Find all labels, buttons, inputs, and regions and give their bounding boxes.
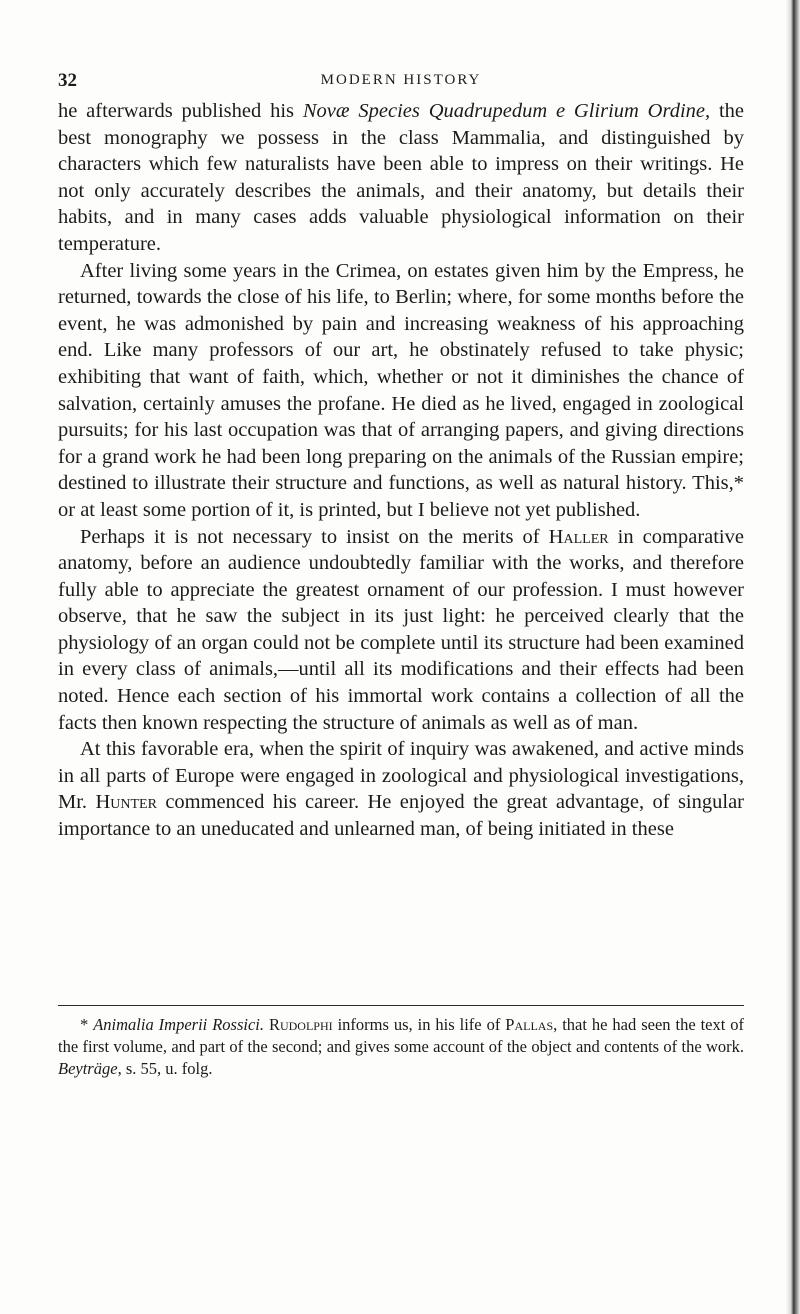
footnote-title: Animalia Imperii Rossici. [93,1015,264,1034]
text-run: commenced his career. He enjoyed the great advantage, of singular importance to an uneducated and unlearned man, of being initiated in these [58,791,744,841]
text-run: , that he had seen the text of the first volume, and part of the second; and gives some account of the object and contents of the work. [58,1015,745,1056]
book-spine-edge [786,0,800,1314]
name-haller: Haller [548,525,609,548]
text-run: informs us, in his life of [332,1015,506,1034]
text-run: in comparative anatomy, before an audience undoubtedly familiar with the works, and therefore fully able to appreciate the greatest ornament of our profession. I must however observe, that he saw the subject in its just light: he perceived clearly that the physiology of an organ could not be complete until its structure had been examined in every class of animals,—until all its modifications and their effects had been noted. Hence each section of his immortal work contains a collection of all the facts then known respecting the structure of animals as well as of man. [58,525,744,734]
page-number: 32 [58,70,77,91]
paragraph-pallas-death: After living some years in the Crimea, on estates given him by the Empress, he returned, towards the close of his life, to Berlin; where, for some months before the event, he was admonished by pain and increasing weakness of his approaching end. Like many professors of our art, he obstinately refused to take physic; exhibiting that want of faith, which, whether or not it diminishes the chance of salvation, certainly amuses the profane. He died as he lived, engaged in zoological pursuits; for his last occupation was that of arranging papers, and giving directions for a grand work he had been long preparing on the animals of the Russian empire; destined to illustrate their structure and functions, as well as natural history. This,* or at least some portion of it, is printed, but I believe not yet published. [58,259,744,521]
header-title: MODERN HISTORY [320,72,482,88]
text-run: the best monography we possess in the class Mammalia, and distinguished by characters which few naturalists have been able to impress on their writings. He not only accurately describes the animals, and their anatomy, but details their habits, and in many cases adds valuable physiological information on their temperature. [58,100,745,255]
running-head [58,70,744,94]
footnote-divider [58,1005,744,1006]
reference-title: Beyträge [58,1059,118,1078]
name-pallas: Pallas [505,1015,554,1034]
text-run: At this favorable era, when the spirit of inquiry was awakened, and active minds in all parts of Europe were engaged in zoological and physiological investigations, Mr. [58,738,744,814]
name-hunter: Hunter [95,791,157,814]
body-text [58,98,744,843]
paragraph-hunter [58,736,744,842]
text-run: Perhaps it is not necessary to insist on the merits of [80,525,549,548]
footnote-marker: * [80,1015,94,1034]
footnote-text [58,1014,744,1080]
name-rudolphi: Rudolphi [268,1015,333,1034]
paragraph-haller [58,524,744,737]
text-run: he afterwards published his [58,100,303,122]
book-title: Novæ Species Quadrupedum e Glirium Ordine, [302,100,711,122]
footnote [58,1014,744,1080]
paragraph-pallas-works [58,98,744,258]
text-run: , s. 55, u. folg. [117,1059,213,1078]
